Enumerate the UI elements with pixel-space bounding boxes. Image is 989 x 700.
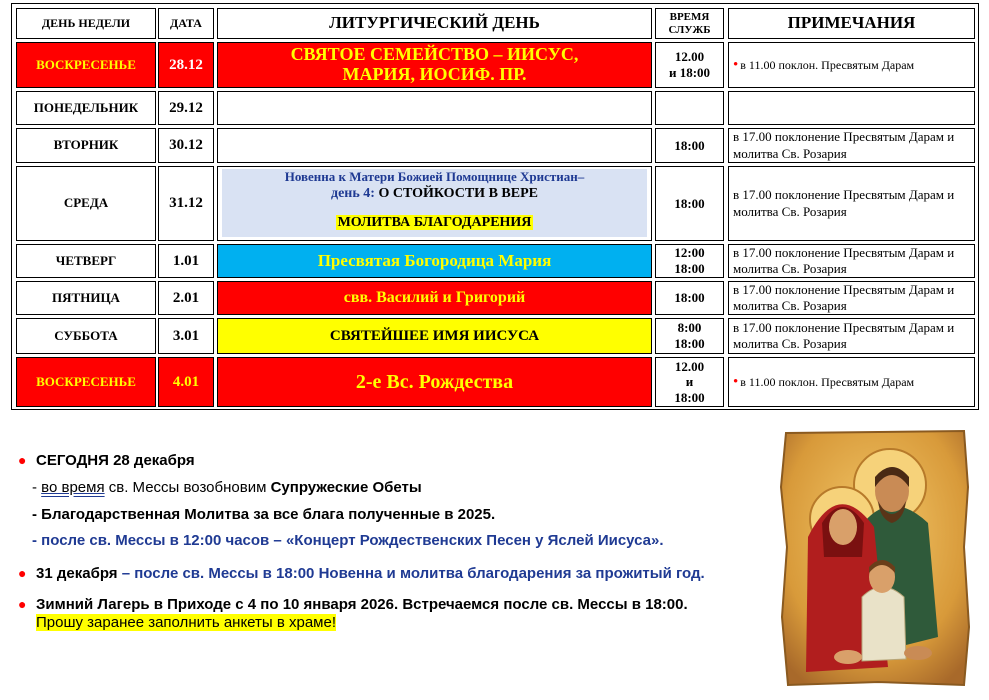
row8-note-text: в 11.00 поклон. Пресвятым Дарам: [740, 374, 915, 389]
announcement-2-date: 31 декабря: [36, 565, 118, 582]
row4-novena-line1: Новенна к Матери Божией Помощнице Христиан–: [284, 169, 585, 184]
row2-date: 29.12: [158, 91, 214, 125]
row7-time-1: 8:00: [677, 320, 702, 336]
bullet-icon: •: [733, 56, 739, 73]
bullet-icon: ●: [18, 565, 27, 581]
row5-day: ЧЕТВЕРГ: [16, 244, 156, 278]
row7-day: СУББОТА: [16, 318, 156, 354]
row1-day: ВОСКРЕСЕНЬЕ: [16, 42, 156, 88]
row4-novena-topic: О СТОЙКОСТИ В ВЕРЕ: [378, 186, 538, 202]
row8-liturgy: 2-е Вс. Рождества: [217, 357, 652, 407]
row3-date: 30.12: [158, 128, 214, 163]
holy-family-icon-art: [778, 427, 972, 689]
announcement-3-text: Зимний Лагерь в Приходе с 4 по 10 января 2026. Встречаемся после св. Мессы в 18:00.: [36, 596, 688, 613]
row4-novena-day: день 4:: [331, 186, 375, 202]
row8-time-3: 18:00: [674, 389, 705, 405]
row4-time: 18:00: [655, 166, 724, 241]
row2-note: [728, 91, 975, 125]
holy-family-icon: [778, 427, 972, 689]
dash: -: [32, 479, 42, 496]
row5-time-1: 12:00: [674, 245, 705, 261]
row4-note: в 17.00 поклонение Пресвятым Дарам и молитва Св. Розария: [728, 166, 975, 241]
row8-note: [728, 357, 975, 407]
announcement-3-highlight-text: Прошу заранее заполнить анкеты в храме!: [36, 614, 336, 631]
announcement-1-sub3: - после св. Мессы в 12:00 часов – «Концерт Рождественских Песен у Яслей Иисуса».: [32, 532, 664, 549]
announcement-3-highlight: [36, 614, 336, 631]
bullet-icon: ●: [18, 452, 27, 468]
row6-liturgy: свв. Василий и Григорий: [217, 281, 652, 315]
row5-time-2: 18:00: [674, 261, 705, 276]
row6-time: 18:00: [655, 281, 724, 315]
row7-liturgy: СВЯТЕЙШЕЕ ИМЯ ИИСУСА: [217, 318, 652, 354]
row1-note-text: в 11.00 поклон. Пресвятым Дарам: [740, 57, 915, 72]
schedule-table: [11, 3, 979, 410]
header-notes: ПРИМЕЧАНИЯ: [728, 8, 975, 39]
bullet-icon: •: [733, 373, 739, 390]
row6-day: ПЯТНИЦА: [16, 281, 156, 315]
row7-time: [655, 318, 724, 354]
row4-liturgy: [217, 166, 652, 241]
header-day: ДЕНЬ НЕДЕЛИ: [16, 8, 156, 39]
header-liturgy: ЛИТУРГИЧЕСКИЙ ДЕНЬ: [217, 8, 652, 39]
row3-day: ВТОРНИК: [16, 128, 156, 163]
row6-note: в 17.00 поклонение Пресвятым Дарам и молитва Св. Розария: [728, 281, 975, 315]
announcement-1-title: СЕГОДНЯ 28 декабря: [36, 452, 195, 469]
row8-date: 4.01: [158, 357, 214, 407]
row1-liturgy: СВЯТОЕ СЕМЕЙСТВО – ИИСУС, МАРИЯ, ИОСИФ. ПР.: [217, 42, 652, 88]
announcement-1-sub1-bold: Супружеские Обеты: [270, 479, 422, 496]
row5-time: [655, 244, 724, 278]
row7-date: 3.01: [158, 318, 214, 354]
row3-note: в 17.00 поклонение Пресвятым Дарам и молитва Св. Розария: [728, 128, 975, 163]
announcement-1-sub1-mid: св. Мессы возобновим: [104, 479, 271, 496]
row3-time: 18:00: [655, 128, 724, 163]
row7-note: в 17.00 поклонение Пресвятым Дарам и молитва Св. Розария: [728, 318, 975, 354]
row8-time-1: 12.00: [674, 358, 705, 374]
row5-liturgy: Пресвятая Богородица Мария: [217, 244, 652, 278]
row4-day: СРЕДА: [16, 166, 156, 241]
announcement-1-sub2: - Благодарственная Молитва за все блага полученные в 2025.: [32, 506, 496, 523]
row4-thanksgiving: МОЛИТВА БЛАГОДАРЕНИЯ: [337, 214, 532, 230]
row1-time: [655, 42, 724, 88]
row8-day: ВОСКРЕСЕНЬЕ: [16, 357, 156, 407]
announcement-1-sub1: [32, 479, 422, 496]
row8-time-2: и: [685, 374, 694, 390]
row6-date: 2.01: [158, 281, 214, 315]
row7-time-2: 18:00: [674, 336, 705, 351]
row4-novena-line2: [331, 186, 538, 201]
row8-time: [655, 357, 724, 407]
row1-time-2: и 18:00: [668, 65, 711, 80]
row3-liturgy: [217, 128, 652, 163]
announcement-2-text: – после св. Мессы в 18:00 Новенна и молитва благодарения за прожитый год.: [117, 565, 705, 582]
highlight-phrase: во время: [41, 479, 105, 496]
header-date: ДАТА: [158, 8, 214, 39]
row2-liturgy: [217, 91, 652, 125]
bullet-icon: ●: [18, 596, 27, 612]
row1-time-1: 12.00: [674, 49, 705, 65]
header-time: ВРЕМЯ СЛУЖБ: [655, 8, 724, 39]
row5-date: 1.01: [158, 244, 214, 278]
row5-note: в 17.00 поклонение Пресвятым Дарам и молитва Св. Розария: [728, 244, 975, 278]
row1-note: [728, 42, 975, 88]
row4-date: 31.12: [158, 166, 214, 241]
row2-time: [655, 91, 724, 125]
row2-day: ПОНЕДЕЛЬНИК: [16, 91, 156, 125]
row1-date: 28.12: [158, 42, 214, 88]
